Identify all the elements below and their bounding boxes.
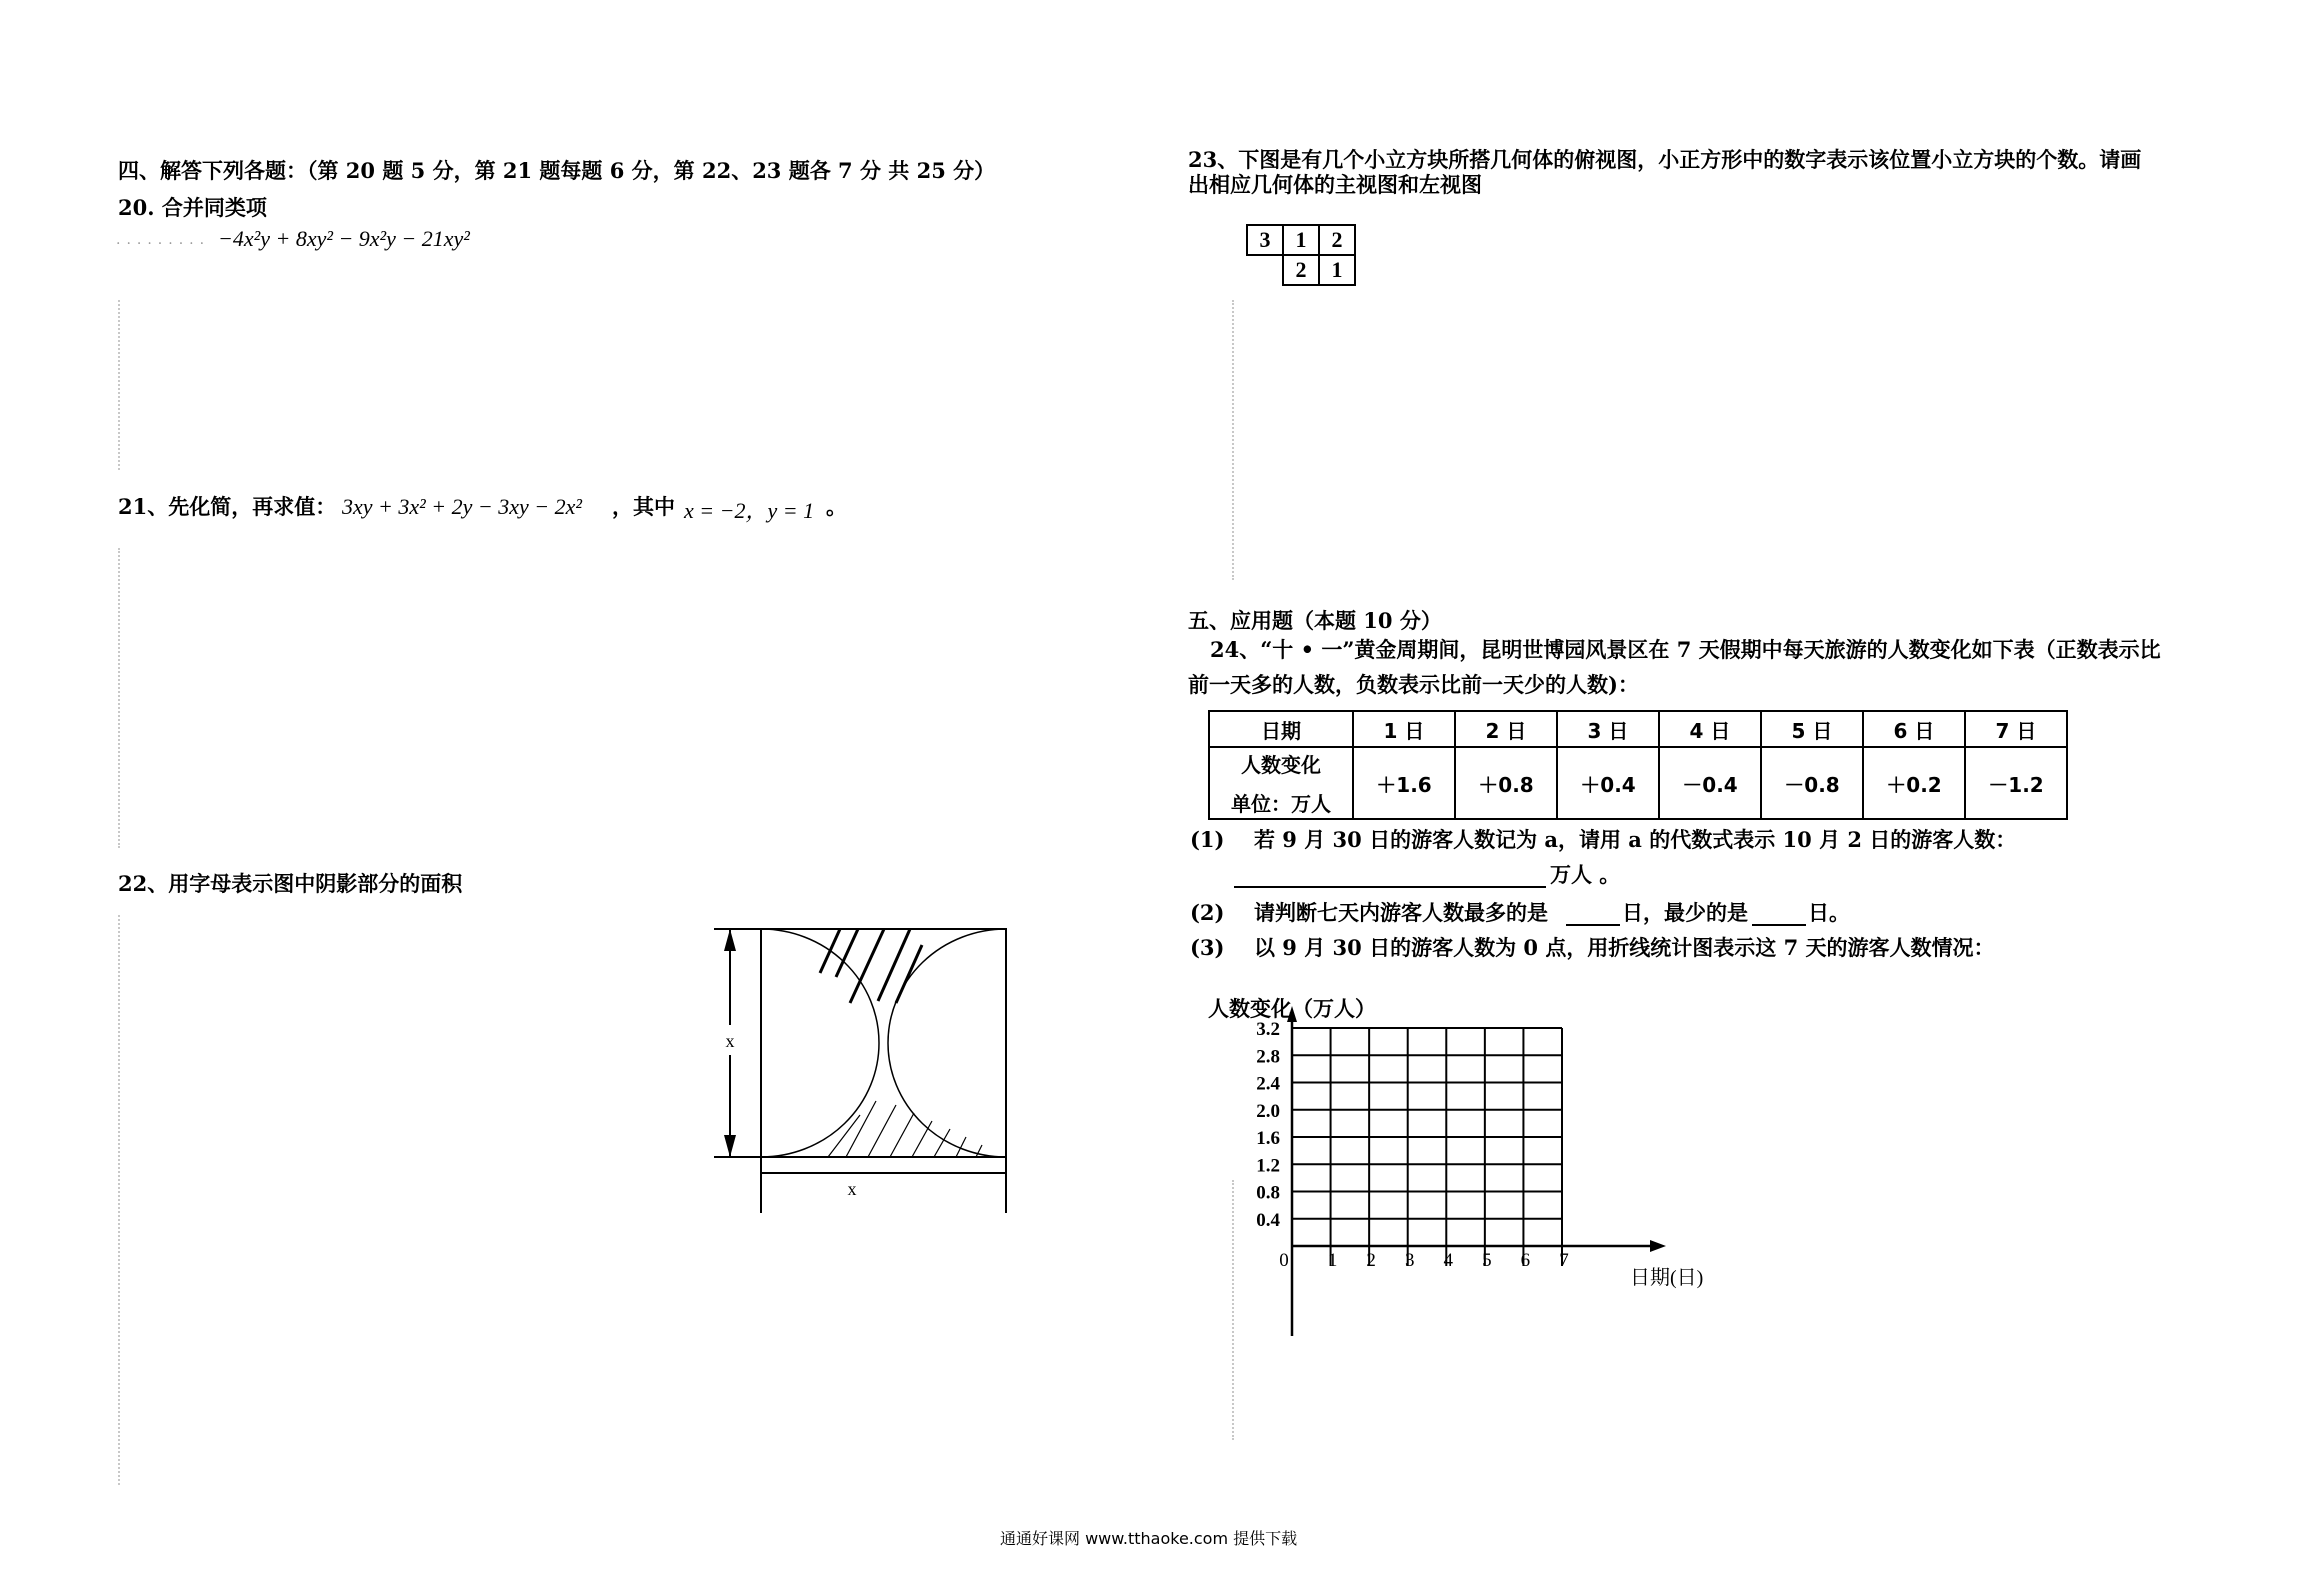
table-day: 7 日 bbox=[1965, 711, 2067, 747]
chart-y-axis-label: 人数变化（万人） bbox=[1208, 997, 1376, 1021]
grid-cell: 1 bbox=[1319, 255, 1355, 285]
q21-end: 。 bbox=[826, 494, 847, 519]
left-arc bbox=[761, 929, 879, 1157]
q20-label: 20. 合并同类项 bbox=[118, 195, 267, 220]
chart-y-tick-labels bbox=[1256, 1019, 1280, 1231]
q22-label: 22、用字母表示图中阴影部分的面积 bbox=[118, 871, 463, 896]
section5-title: 五、应用题（本题 10 分） bbox=[1188, 608, 1442, 633]
q24-sub2-text-a: 请判断七天内游客人数最多的是 bbox=[1254, 900, 1548, 925]
q24-sub1-text: 若 9 月 30 日的游客人数记为 a，请用 a 的代数式表示 10 月 2 日的游客人数： bbox=[1254, 827, 2017, 852]
q24-sub3-number: (3) bbox=[1190, 935, 1225, 960]
row-label-line2: 单位：万人 bbox=[1231, 792, 1331, 816]
y-tick-label: 1.6 bbox=[1256, 1128, 1280, 1149]
y-tick-label: 2.8 bbox=[1256, 1046, 1280, 1068]
left-dotted-margin-2 bbox=[118, 548, 124, 848]
left-dotted-margin-1 bbox=[118, 300, 124, 470]
y-tick-label: 2.0 bbox=[1256, 1100, 1280, 1122]
table-day: 3 日 bbox=[1557, 711, 1659, 747]
top-shaded-hatch bbox=[820, 929, 922, 1003]
line-chart-grid bbox=[1190, 990, 1750, 1350]
x-tick-label: 1 bbox=[1327, 1250, 1338, 1271]
table-value: ＋0.2 bbox=[1863, 747, 1965, 819]
y-tick-label: 0.4 bbox=[1256, 1209, 1280, 1231]
bottom-shaded-hatch bbox=[828, 1101, 982, 1157]
q24-line1: 24、“十 • 一”黄金周期间，昆明世博园风景区在 7 天假期中每天旅游的人数变化如下表（正数表示比 bbox=[1210, 637, 2161, 662]
q24-sub2-number: (2) bbox=[1190, 900, 1225, 925]
chart-gridlines bbox=[1292, 1028, 1562, 1266]
q21-condition: x = −2，y = 1 bbox=[684, 498, 815, 523]
x-tick-label: 0 bbox=[1279, 1250, 1289, 1271]
x-tick-label: 7 bbox=[1559, 1250, 1569, 1271]
table-day: 2 日 bbox=[1455, 711, 1557, 747]
q24-line2: 前一天多的人数，负数表示比前一天少的人数)： bbox=[1188, 672, 1639, 697]
row-label-line1: 人数变化 bbox=[1241, 753, 1321, 777]
table-day: 6 日 bbox=[1863, 711, 1965, 747]
section4-title: 四、解答下列各题：（第 20 题 5 分，第 21 题每题 6 分，第 22、23 题各 7 分 共 25 分） bbox=[118, 158, 996, 183]
q24-sub2-max-blank[interactable] bbox=[1566, 900, 1620, 926]
y-tick-label: 0.8 bbox=[1256, 1182, 1280, 1204]
y-tick-label: 3.2 bbox=[1256, 1019, 1280, 1040]
x-tick-label: 6 bbox=[1520, 1250, 1531, 1271]
table-value: －0.4 bbox=[1659, 747, 1761, 819]
table-row-label bbox=[1209, 747, 1353, 819]
side-label-x: x bbox=[725, 1031, 735, 1051]
q20-expression: −4x²y + 8xy² − 9x²y − 21xy² bbox=[218, 226, 470, 251]
arrow-down bbox=[724, 1135, 736, 1157]
grid-cell: 3 bbox=[1247, 225, 1283, 255]
square-outline bbox=[761, 929, 1006, 1157]
q24-sub1-unit: 万人 。 bbox=[1550, 862, 1621, 887]
q22-figure bbox=[700, 915, 1030, 1215]
chart-x-axis-label: 日期(日) bbox=[1630, 1267, 1704, 1289]
q24-sub2-text-c: 日。 bbox=[1808, 900, 1850, 925]
table-value: ＋1.6 bbox=[1353, 747, 1455, 819]
q23-line2: 出相应几何体的主视图和左视图 bbox=[1188, 172, 1482, 197]
grid-cell: 2 bbox=[1283, 255, 1319, 285]
table-value: ＋0.8 bbox=[1455, 747, 1557, 819]
table-value: －0.8 bbox=[1761, 747, 1863, 819]
q23-top-view-grid bbox=[1246, 224, 1356, 286]
right-dotted-margin-1 bbox=[1232, 300, 1238, 580]
q21-cond-prefix: ，其中 bbox=[612, 494, 675, 519]
q24-sub2-min-blank[interactable] bbox=[1752, 900, 1806, 926]
q24-sub3-text: 以 9 月 30 日的游客人数为 0 点，用折线统计图表示这 7 天的游客人数情况： bbox=[1254, 935, 1995, 960]
x-tick-label: 3 bbox=[1404, 1250, 1415, 1271]
x-tick-label: 2 bbox=[1366, 1250, 1376, 1271]
y-tick-label: 1.2 bbox=[1256, 1155, 1280, 1177]
footer-text: 通通好课网 www.tthaoke.com 提供下载 bbox=[1000, 1529, 1298, 1548]
x-axis-arrow bbox=[1650, 1240, 1666, 1252]
chart-x-tick-labels bbox=[1279, 1250, 1569, 1271]
q21-label: 21、先化简，再求值： bbox=[118, 494, 337, 519]
q24-data-table bbox=[1208, 710, 2068, 820]
x-tick-label: 4 bbox=[1443, 1250, 1454, 1271]
table-value: ＋0.4 bbox=[1557, 747, 1659, 819]
q20-dots: ......... bbox=[116, 232, 211, 248]
x-tick-label: 5 bbox=[1482, 1250, 1492, 1271]
grid-cell: 2 bbox=[1319, 225, 1355, 255]
table-day: 5 日 bbox=[1761, 711, 1863, 747]
q23-line1: 23、下图是有几个小立方块所搭几何体的俯视图，小正方形中的数字表示该位置小立方块的个数。请画 bbox=[1188, 147, 2142, 172]
grid-cell: 1 bbox=[1283, 225, 1319, 255]
q24-sub1-number: (1) bbox=[1190, 827, 1225, 852]
left-dotted-margin-3 bbox=[118, 915, 124, 1485]
bottom-label-x: x bbox=[847, 1179, 857, 1199]
table-day: 4 日 bbox=[1659, 711, 1761, 747]
table-header-date: 日期 bbox=[1209, 711, 1353, 747]
table-value: －1.2 bbox=[1965, 747, 2067, 819]
q24-sub2-text-b: 日，最少的是 bbox=[1622, 900, 1748, 925]
y-tick-label: 2.4 bbox=[1256, 1073, 1280, 1095]
q24-sub1-answer-line[interactable] bbox=[1234, 862, 1546, 888]
right-arc bbox=[888, 929, 1006, 1157]
table-day: 1 日 bbox=[1353, 711, 1455, 747]
grid-cell-empty bbox=[1247, 255, 1283, 285]
q21-expression: 3xy + 3x² + 2y − 3xy − 2x² bbox=[342, 494, 582, 519]
arrow-up bbox=[724, 929, 736, 951]
